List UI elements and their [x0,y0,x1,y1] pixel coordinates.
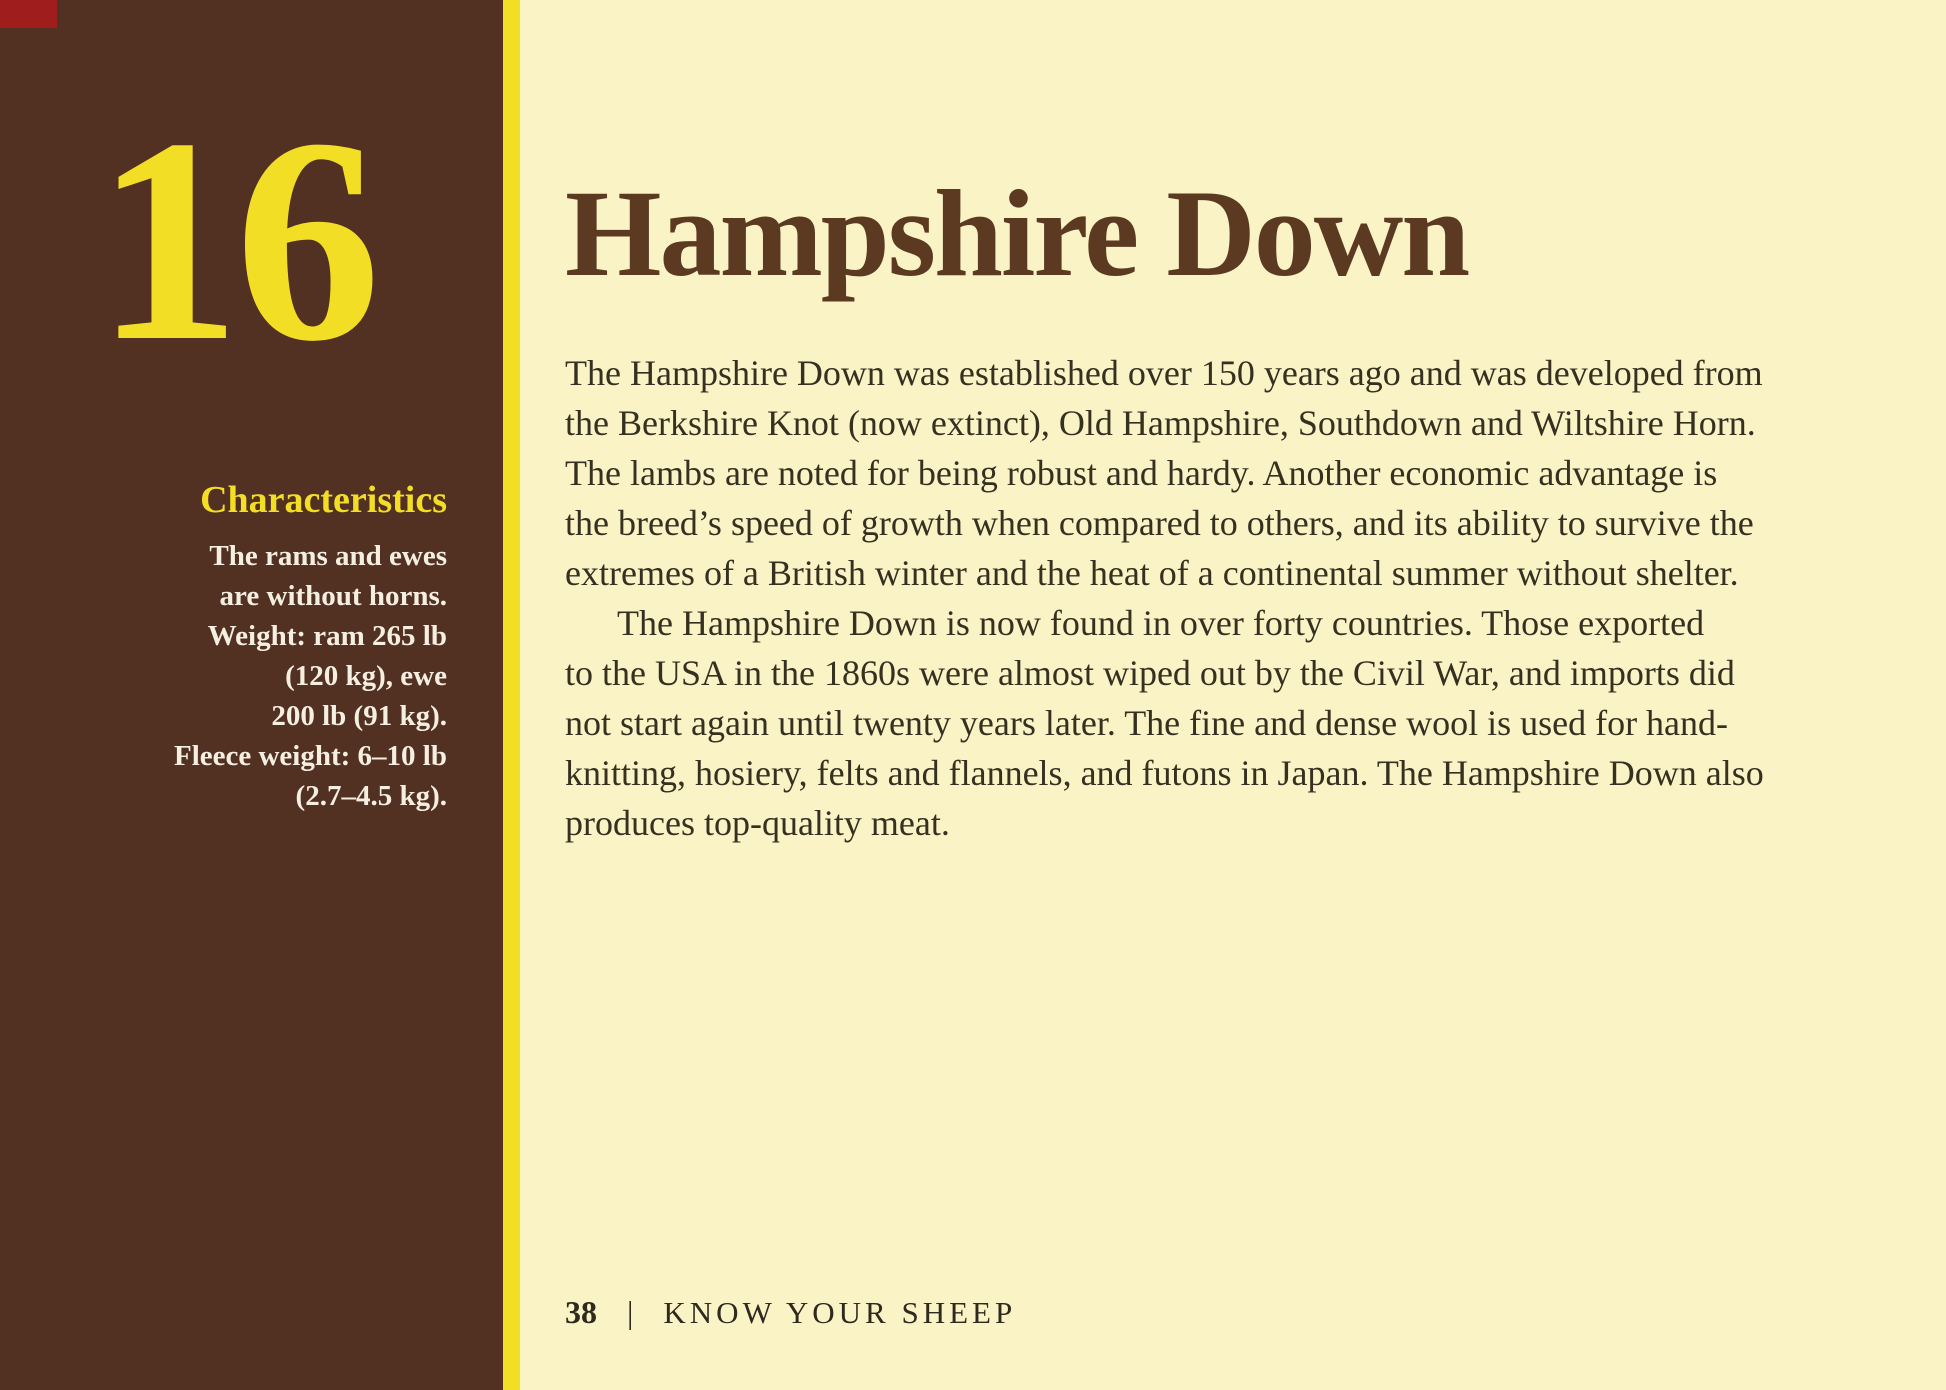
characteristics-line: (120 kg), ewe [285,660,447,692]
corner-red-mark [0,0,57,28]
page-number: 38 [565,1294,597,1330]
yellow-divider-stripe [503,0,520,1390]
characteristics-lines [0,536,447,816]
characteristics-line: (2.7–4.5 kg). [295,780,447,812]
chapter-number: 16 [95,79,375,402]
text-line: extremes of a British winter and the heat of a continental summer without shelter. [565,553,1739,593]
characteristics-line: are without horns. [219,580,447,612]
characteristics-line: 200 lb (91 kg). [271,700,447,732]
page-title: Hampshire Down [565,165,1469,302]
footer-separator: | [627,1294,634,1330]
characteristics-line: The rams and ewes [209,540,447,572]
chapter-sidebar [0,0,503,1390]
text-line: The lambs are noted for being robust and hardy. Another economic advantage is [565,453,1718,493]
main-content [520,0,1946,1390]
text-line: the Berkshire Knot (now extinct), Old Hampshire, Southdown and Wiltshire Horn. [565,403,1756,443]
text-line: to the USA in the 1860s were almost wiped out by the Civil War, and imports did [565,653,1735,693]
text-line: knitting, hosiery, felts and flannels, and futons in Japan. The Hampshire Down also [565,753,1764,793]
characteristics-line: Fleece weight: 6–10 lb [173,740,447,772]
text-line: not start again until twenty years later. The fine and dense wool is used for hand- [565,703,1729,743]
text-line: produces top-quality meat. [565,803,950,843]
characteristics-block [0,478,447,816]
characteristics-heading: Characteristics [200,479,447,521]
body-text [565,348,1886,848]
book-title: KNOW YOUR SHEEP [663,1295,1017,1330]
text-line: The Hampshire Down was established over 150 years ago and was developed from [565,353,1763,393]
page-footer [565,1294,1016,1331]
characteristics-line: Weight: ram 265 lb [207,620,447,652]
paragraph [565,598,1886,848]
text-line: The Hampshire Down is now found in over forty countries. Those exported [617,603,1705,643]
paragraph [565,348,1886,598]
text-line: the breed’s speed of growth when compared to others, and its ability to survive the [565,503,1754,543]
